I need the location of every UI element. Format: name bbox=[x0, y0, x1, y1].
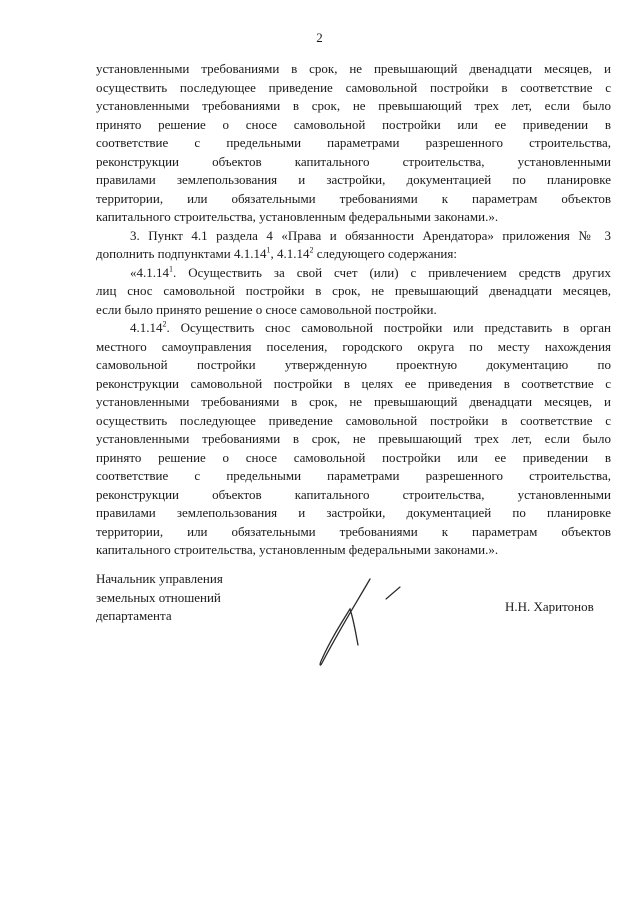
text-line: установленными требованиями в срок, не превышающий трех лет, если было bbox=[96, 98, 611, 113]
text-line: капитального строительства, установленным федеральными законами.». bbox=[96, 209, 499, 224]
text-line: осуществить последующее приведение самовольной постройки в соответствие с bbox=[96, 79, 611, 95]
signatory-title-line: земельных отношений bbox=[96, 589, 221, 605]
text-line: реконструкции объектов капитального строительства, установленными bbox=[96, 486, 611, 502]
document-body bbox=[96, 60, 611, 560]
point-3-heading: 3. Пункт 4.1 раздела 4 «Права и обязанности Арендатора» приложения № 3 bbox=[130, 227, 611, 243]
subpoint-2-heading: 4.1.14$^2$. Осуществить снос самовольной постройки или представить в орган bbox=[130, 319, 611, 335]
text-line: правилами землепользования и застройки, документацией по планировке bbox=[96, 505, 611, 520]
handwritten-signature bbox=[300, 575, 420, 670]
text-line: соответствие с предельными параметрами разрешенного строительства, bbox=[96, 468, 611, 483]
signatory-title-line: Начальник управления bbox=[96, 571, 223, 586]
text-line: правилами землепользования и застройки, документацией по планировке bbox=[96, 172, 611, 187]
text-line: самовольной постройки утвержденную проектную документацию по bbox=[96, 357, 611, 372]
text-line: принято решение о сносе самовольной постройки или ее приведении в bbox=[96, 116, 611, 132]
text-line: лиц снос самовольной постройки в срок, не превышающий двенадцати месяцев, bbox=[96, 283, 611, 298]
signatory-title-line: департамента bbox=[96, 608, 172, 623]
signatory-title bbox=[96, 570, 223, 626]
subpoint-1-heading: «4.1.14$^1$. Осуществить за свой счет (или) с привлечением средств других bbox=[130, 264, 611, 280]
text-line: местного самоуправления поселения, городского округа по месту нахождения bbox=[96, 338, 611, 354]
text-line: территории, или обязательными требованиями к параметрам объектов bbox=[96, 190, 611, 206]
text-line: территории, или обязательными требованиями к параметрам объектов bbox=[96, 523, 611, 539]
signatory-name: Н.Н. Харитонов bbox=[505, 599, 594, 614]
page-number: 2 bbox=[316, 30, 323, 45]
point-3-line-2: дополнить подпунктами 4.1.14$^1$, 4.1.14$^2$ следующего содержания: bbox=[96, 245, 457, 261]
text-line: соответствие с предельными параметрами разрешенного строительства, bbox=[96, 135, 611, 150]
text-line: реконструкции объектов капитального строительства, установленными bbox=[96, 153, 611, 169]
text-line: если было принято решение о сносе самовольной постройки. bbox=[96, 301, 437, 317]
text-line: реконструкции самовольной постройки в целях ее приведения в соответствие с bbox=[96, 375, 611, 391]
text-line: установленными требованиями в срок, не превышающий трех лет, если было bbox=[96, 431, 611, 446]
text-line: установленными требованиями в срок, не превышающий двенадцати месяцев, и bbox=[96, 61, 611, 76]
text-line: капитального строительства, установленным федеральными законами.». bbox=[96, 542, 499, 557]
text-line: принято решение о сносе самовольной постройки или ее приведении в bbox=[96, 449, 611, 465]
text-line: осуществить последующее приведение самовольной постройки в соответствие с bbox=[96, 412, 611, 428]
text-line: установленными требованиями в срок, не превышающий двенадцати месяцев, и bbox=[96, 394, 611, 409]
